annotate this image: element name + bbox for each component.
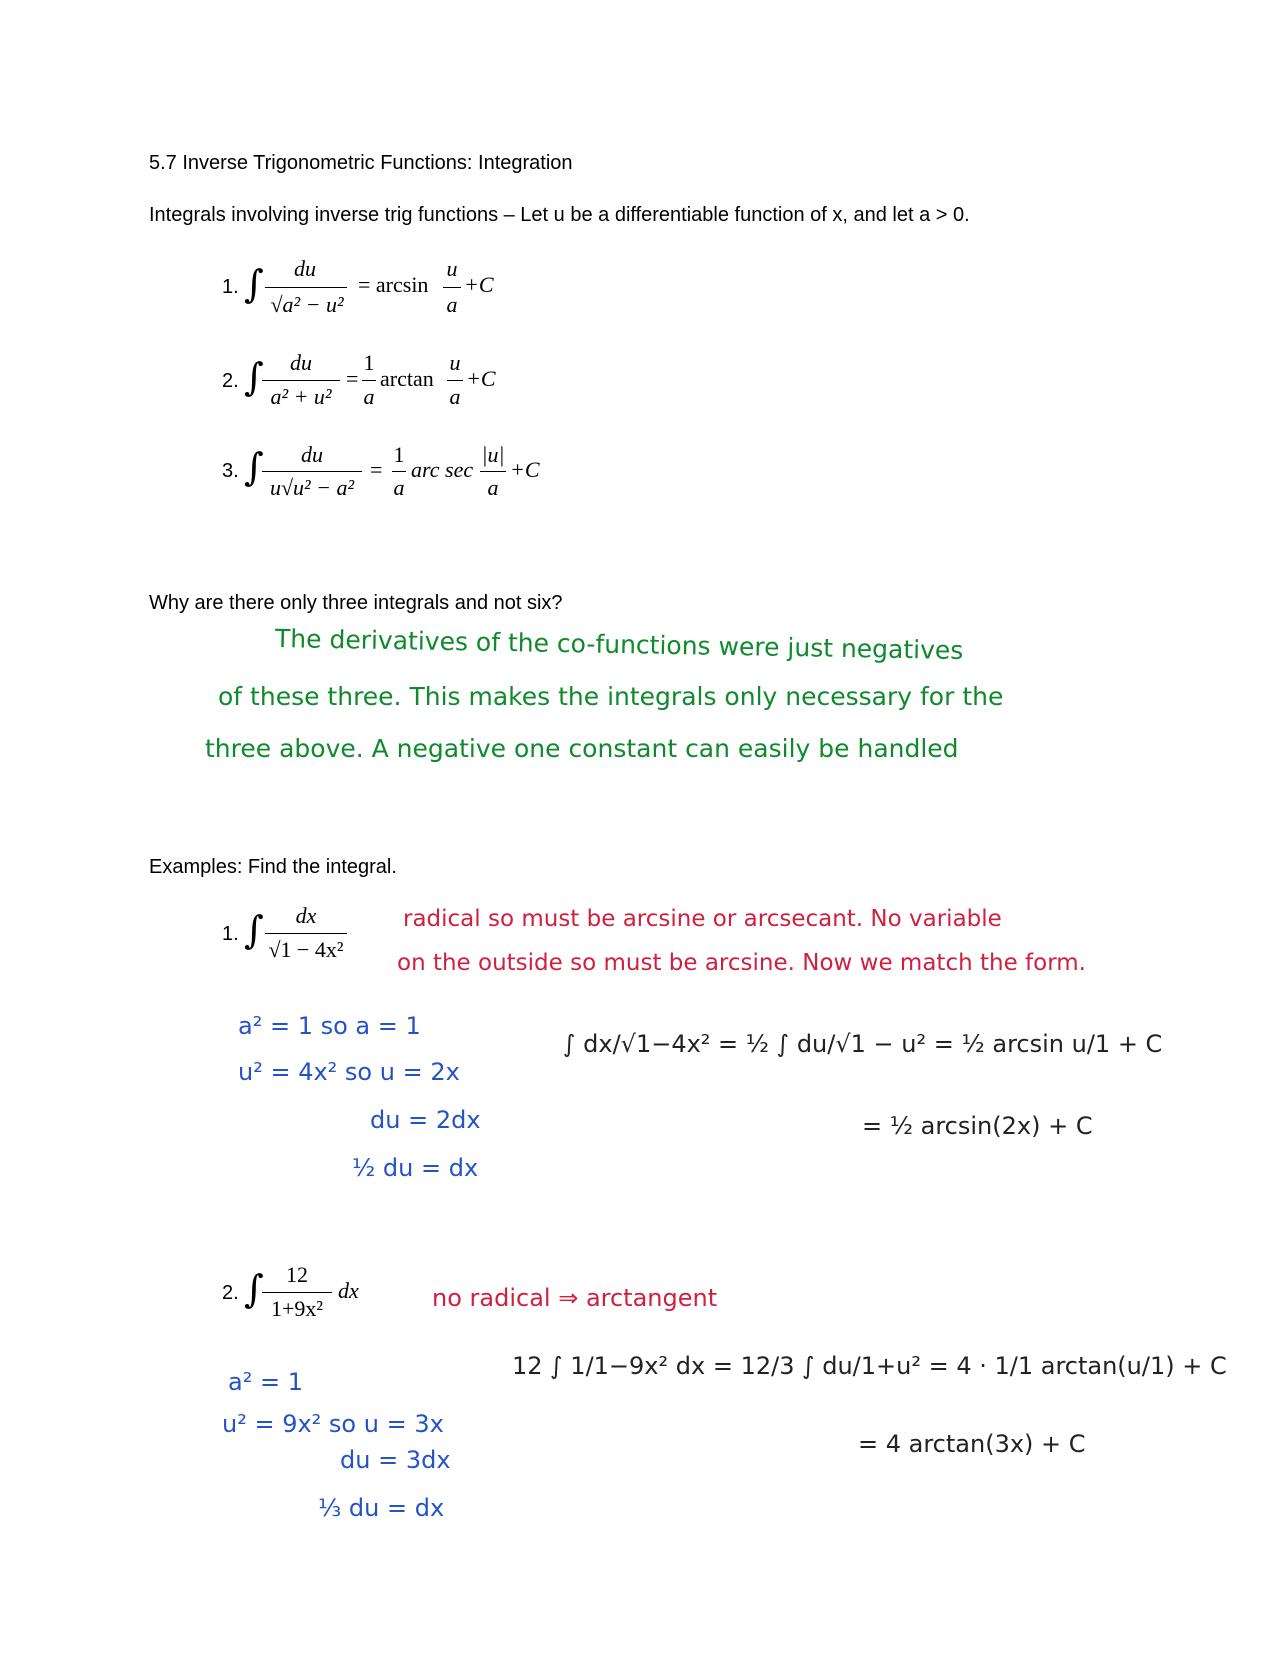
examples-heading: Examples: Find the integral. [149, 856, 397, 878]
substitution-line-1: a² = 1 [228, 1368, 303, 1396]
constant: +C [464, 272, 494, 297]
fraction-bar [265, 933, 347, 934]
formula-number: 3. [222, 460, 239, 482]
note-line-1: radical so must be arcsine or arcsecant. No variable [403, 906, 1002, 932]
integral-sign: ∫ [244, 1267, 264, 1311]
fraction-bar [262, 380, 340, 381]
example-numerator: 12 [286, 1262, 308, 1287]
equals: = [370, 457, 383, 482]
fraction-bar [392, 471, 406, 472]
intro-text: Integrals involving inverse trig functions – Let u be a differentiable function of x, and let a > 0. [149, 204, 970, 226]
coef-numerator: 1 [363, 350, 375, 375]
coef-denominator: a [363, 384, 375, 409]
formula-numerator: du [301, 442, 323, 467]
formula-numerator: du [294, 256, 316, 281]
substitution-line-2: u² = 4x² so u = 2x [238, 1058, 460, 1086]
constant: +C [466, 366, 496, 391]
formula-number: 1. [222, 276, 239, 298]
formula-denominator: u√u² − a² [269, 475, 355, 500]
formula-result: = arcsin [358, 272, 429, 297]
substitution-line-4: ½ du = dx [352, 1154, 479, 1182]
substitution-line-2: u² = 9x² so u = 3x [222, 1410, 444, 1438]
result-numerator: u [449, 350, 461, 375]
fraction-bar [362, 380, 376, 381]
example-denominator: 1+9x² [270, 1296, 323, 1321]
result-denominator: a [446, 292, 458, 317]
work-line-2: = 4 arctan(3x) + C [858, 1430, 1086, 1458]
result-numerator: |u| [481, 442, 505, 467]
fraction-bar [265, 287, 347, 288]
equals: = [346, 366, 359, 391]
example-number: 1. [222, 923, 239, 945]
note-text: no radical ⇒ arctangent [432, 1284, 718, 1312]
result-denominator: a [449, 384, 461, 409]
fraction-bar [480, 471, 506, 472]
section-title: 5.7 Inverse Trigonometric Functions: Integration [149, 152, 573, 174]
question-text: Why are there only three integrals and not six? [149, 592, 563, 614]
formula-denominator: a² + u² [270, 384, 332, 409]
work-line-1: ∫ dx/√1−4x² = ½ ∫ du/√1 − u² = ½ arcsin u/1 + C [563, 1030, 1163, 1058]
integral-sign: ∫ [244, 908, 264, 952]
fraction-bar [447, 380, 463, 381]
constant: +C [510, 457, 540, 482]
fraction-bar [262, 471, 362, 472]
work-line-1: 12 ∫ 1/1−9x² dx = 12/3 ∫ du/1+u² = 4 · 1/1 arctan(u/1) + C [512, 1352, 1227, 1380]
formula-numerator: du [290, 350, 312, 375]
integral-sign: ∫ [244, 262, 264, 306]
result-numerator: u [446, 256, 458, 281]
substitution-line-3: du = 2dx [370, 1106, 481, 1134]
coef-denominator: a [393, 475, 405, 500]
result-denominator: a [487, 475, 499, 500]
differential: dx [338, 1278, 359, 1303]
answer-line-3: three above. A negative one constant can easily be handled [205, 734, 959, 763]
answer-line-2: of these three. This makes the integrals only necessary for the [218, 682, 1004, 711]
integral-sign: ∫ [244, 355, 264, 399]
substitution-line-4: ⅓ du = dx [318, 1494, 445, 1522]
function-name: arctan [380, 366, 434, 391]
formula-denominator: √a² − u² [270, 292, 344, 317]
example-numerator: dx [295, 903, 317, 928]
function-name: arc sec [411, 457, 474, 482]
note-line-2: on the outside so must be arcsine. Now we match the form. [397, 950, 1086, 976]
answer-line-1: The derivatives of the co-functions were just negatives [274, 623, 964, 666]
fraction-bar [262, 1292, 332, 1293]
integral-sign: ∫ [244, 445, 264, 489]
substitution-line-1: a² = 1 so a = 1 [238, 1012, 421, 1040]
work-line-2: = ½ arcsin(2x) + C [862, 1112, 1093, 1140]
example-denominator: √1 − 4x² [268, 937, 344, 962]
fraction-bar [443, 287, 461, 288]
example-number: 2. [222, 1282, 239, 1304]
coef-numerator: 1 [393, 442, 405, 467]
formula-number: 2. [222, 370, 239, 392]
substitution-line-3: du = 3dx [340, 1446, 451, 1474]
